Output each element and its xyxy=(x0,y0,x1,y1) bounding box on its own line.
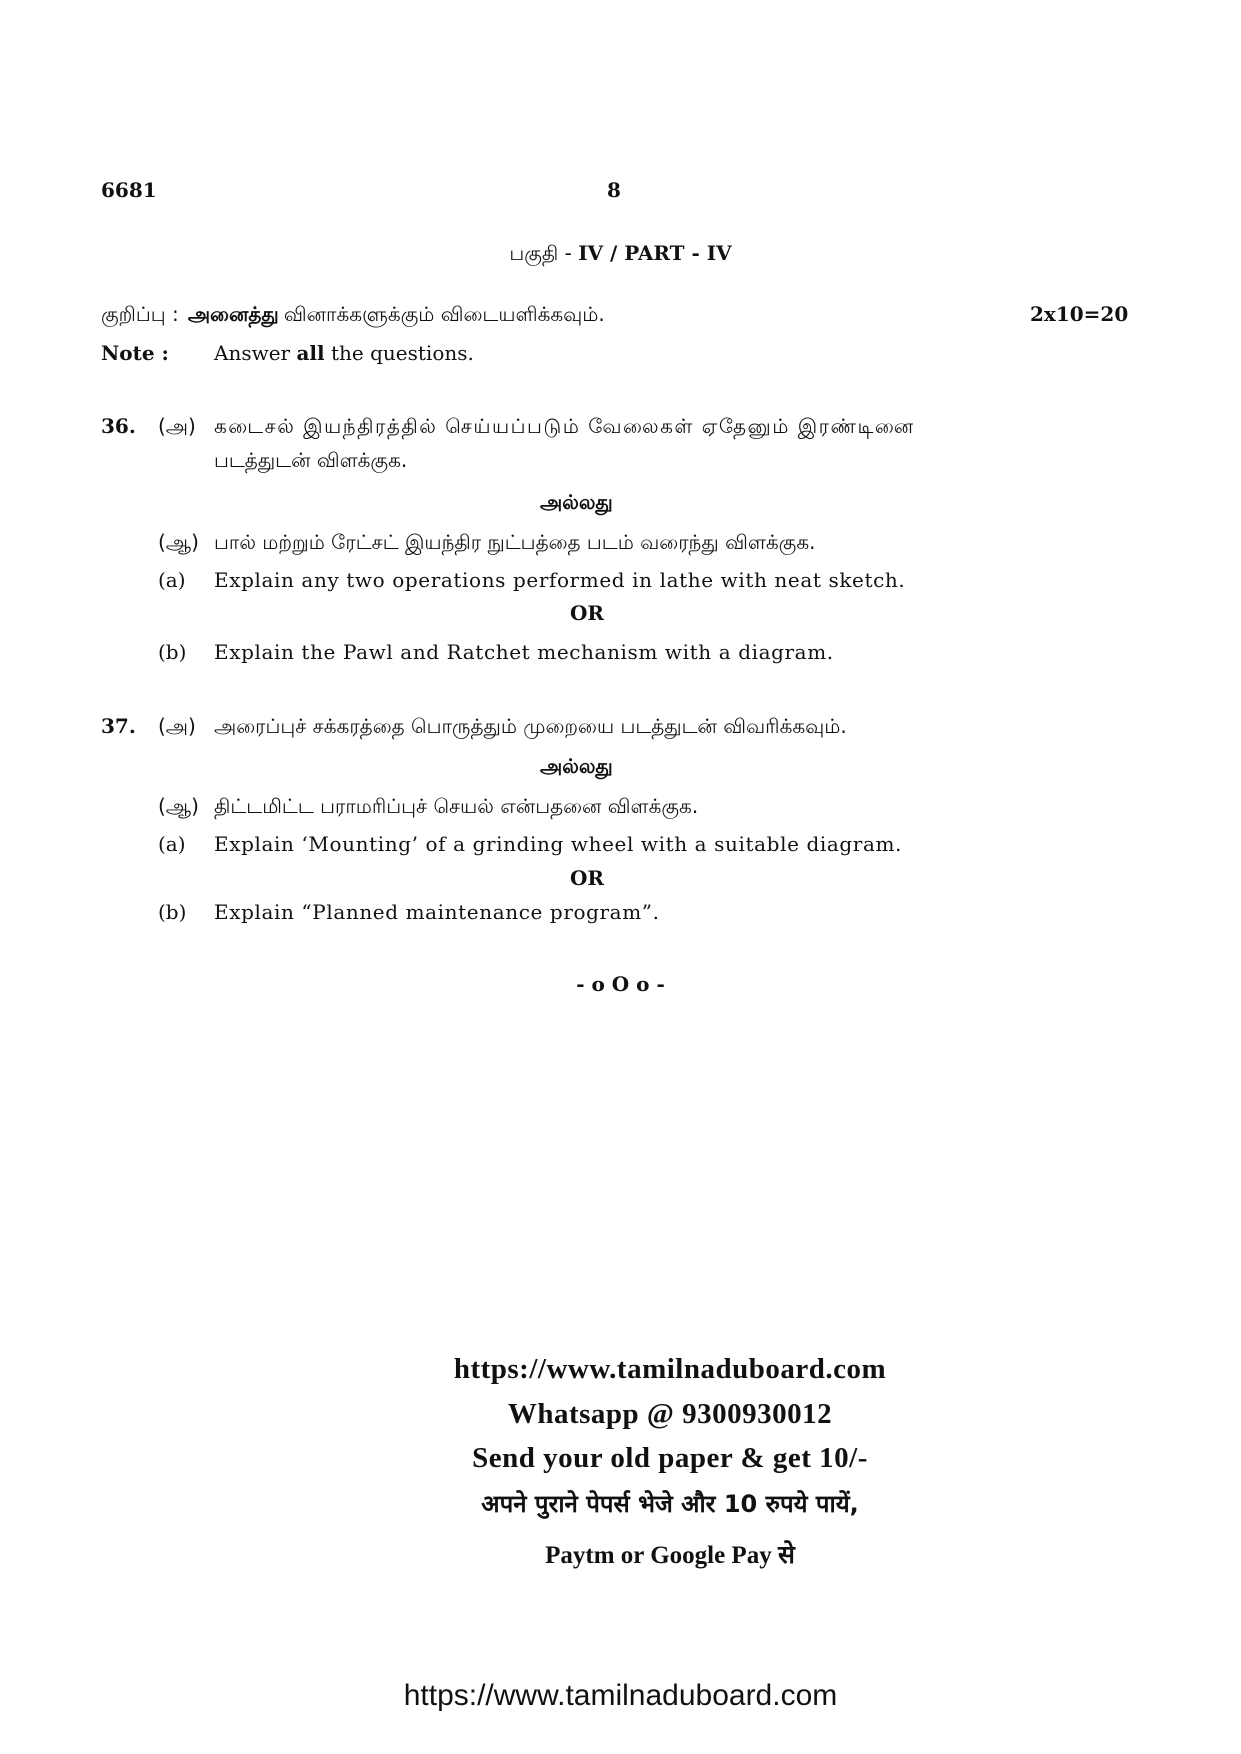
promo-payment: Paytm or Google Pay से xyxy=(545,1542,795,1569)
question-36-number: 36. xyxy=(101,414,136,438)
part-title-tamil: பகுதி - xyxy=(509,241,579,265)
note-label: Note : xyxy=(101,341,169,365)
note-text xyxy=(214,341,474,365)
question-37-b-tamil: திட்டமிட்ட பராமரிப்புச் செயல் என்பதனை விளக்குக. xyxy=(214,794,699,818)
question-37-b-en: Explain “Planned maintenance program”. xyxy=(214,900,660,924)
promo-url[interactable]: https://www.tamilnaduboard.com xyxy=(453,1353,887,1385)
question-36-a-tamil-cont: படத்துடன் விளக்குக. xyxy=(214,448,408,472)
promo-whatsapp: Whatsapp @ 9300930012 xyxy=(507,1398,833,1430)
question-37-number: 37. xyxy=(101,714,136,738)
note-post: the questions. xyxy=(330,341,474,365)
paper-code: 6681 xyxy=(101,178,157,202)
promo-send-paper: Send your old paper & get 10/- xyxy=(472,1442,868,1474)
page-number: 8 xyxy=(607,178,621,202)
question-36-b-en-label: (b) xyxy=(158,640,187,664)
question-36-a-tamil-label: (அ) xyxy=(158,414,196,438)
tamil-note-label: குறிப்பு : xyxy=(101,302,179,326)
question-36-or-tamil: அல்லது xyxy=(540,490,613,514)
question-37-a-tamil-label: (அ) xyxy=(158,714,196,738)
tamil-note xyxy=(101,302,605,329)
marks: 2x10=20 xyxy=(1030,302,1129,326)
question-36-a-en-label: (a) xyxy=(158,568,186,592)
question-36-b-en: Explain the Pawl and Ratchet mechanism with a diagram. xyxy=(214,640,834,664)
question-36-b-tamil: பால் மற்றும் ரேட்சட் இயந்திர நுட்பத்தை படம் வரைந்து விளக்குக. xyxy=(214,530,816,554)
note-bold: all xyxy=(296,341,325,365)
part-title xyxy=(0,241,1241,268)
question-36-a-tamil: கடைசல் இயந்திரத்தில் செய்யப்படும் வேலைகள் ஏதேனும் இரண்டினை xyxy=(214,414,915,438)
tamil-note-text: வினாக்களுக்கும் விடையளிக்கவும். xyxy=(283,302,605,326)
question-37-or-tamil: அல்லது xyxy=(540,754,613,778)
end-mark: - o O o - xyxy=(576,972,665,996)
question-37-or-en: OR xyxy=(570,866,605,890)
question-36-b-tamil-label: (ஆ) xyxy=(158,530,199,554)
question-36-a-en: Explain any two operations performed in lathe with neat sketch. xyxy=(214,568,906,592)
question-37-b-tamil-label: (ஆ) xyxy=(158,794,199,818)
question-37-b-en-label: (b) xyxy=(158,900,187,924)
part-title-english: IV / PART - IV xyxy=(578,241,732,265)
question-37-a-tamil: அரைப்புச் சக்கரத்தை பொருத்தும் முறையை படத்துடன் விவரிக்கவும். xyxy=(214,714,847,738)
tamil-note-bold: அனைத்து xyxy=(187,302,279,326)
footer-url[interactable]: https://www.tamilnaduboard.com xyxy=(403,1679,838,1712)
question-37-a-en: Explain ‘Mounting’ of a grinding wheel with a suitable diagram. xyxy=(214,832,902,856)
question-36-or-en: OR xyxy=(570,601,605,625)
note-pre: Answer xyxy=(214,341,291,365)
question-37-a-en-label: (a) xyxy=(158,832,186,856)
promo-hindi: अपने पुराने पेपर्स भेजे और 10 रुपये पायें, xyxy=(481,1490,859,1518)
